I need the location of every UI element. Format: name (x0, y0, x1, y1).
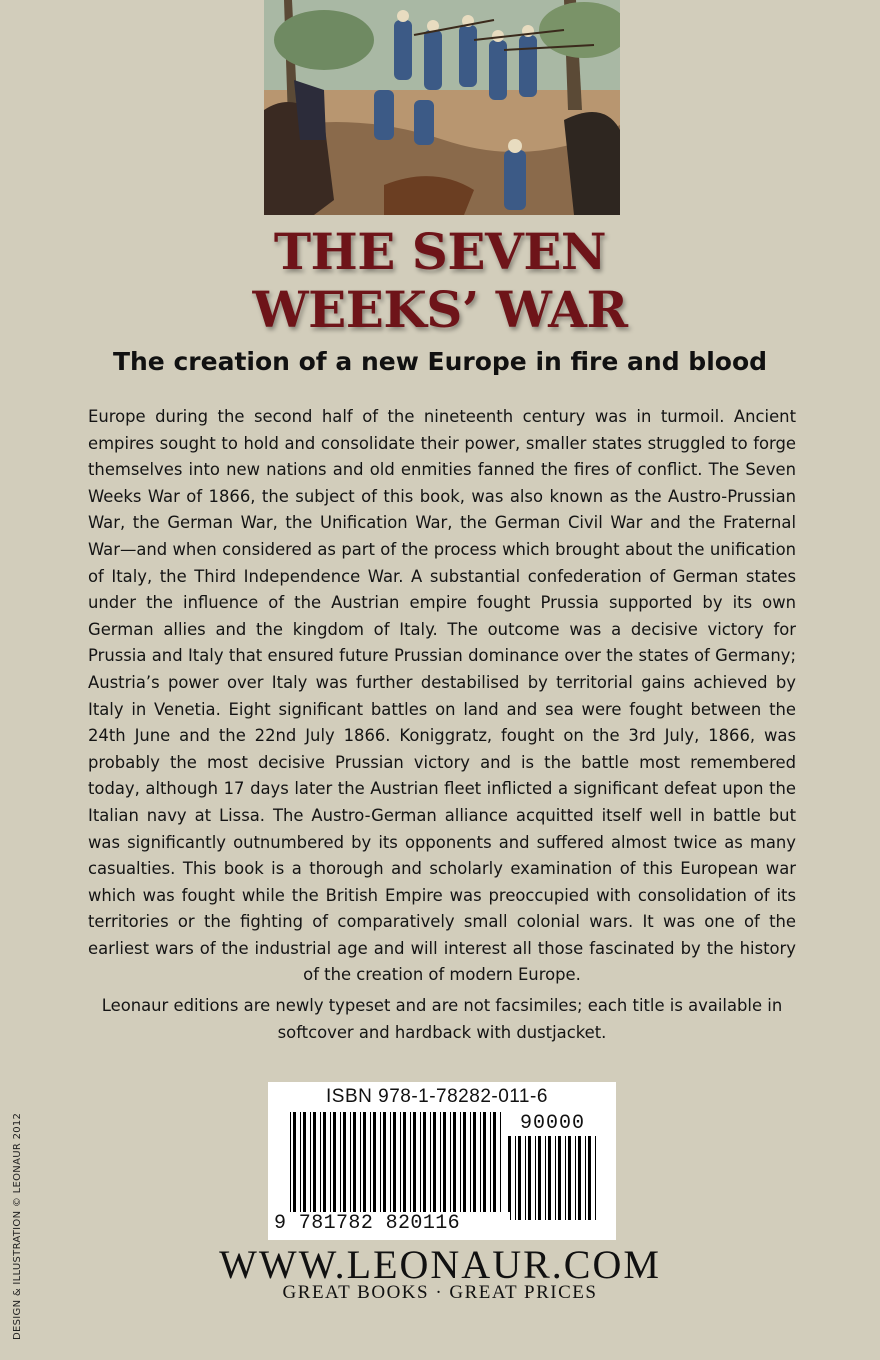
barcode-bar (380, 1112, 381, 1218)
barcode-bar (423, 1112, 426, 1218)
barcode-bar (565, 1136, 566, 1220)
edition-note: Leonaur editions are newly typeset and are not facsimiles; each title is available in softcover and hardback with dustjacket. (101, 996, 783, 1042)
barcode-bar (470, 1112, 471, 1218)
barcode-bar (538, 1136, 541, 1220)
barcode-bar (578, 1136, 581, 1220)
barcode-bar (293, 1112, 296, 1218)
barcode-bar (480, 1112, 481, 1218)
barcode-bar (483, 1112, 486, 1218)
barcode-bar (390, 1112, 391, 1218)
barcode-bar (443, 1112, 446, 1218)
barcode-bar (518, 1136, 521, 1220)
barcode-bar (433, 1112, 436, 1218)
barcode-bar (545, 1136, 546, 1220)
barcode-bar (548, 1136, 551, 1220)
barcode-bar (430, 1112, 431, 1218)
barcode-bar (508, 1136, 511, 1220)
barcode-bar (300, 1112, 301, 1218)
isbn-label: ISBN 978-1-78282-011-6 (326, 1086, 548, 1107)
price-code: 90000 (520, 1112, 586, 1135)
barcode-bar (343, 1112, 346, 1218)
addon-barcode-bars (508, 1136, 600, 1220)
publisher-website[interactable]: WWW.LEONAUR.COM (219, 1242, 661, 1287)
ean-barcode-bars (290, 1112, 504, 1218)
book-subtitle: The creation of a new Europe in fire and blood (112, 347, 768, 376)
barcode-bar (440, 1112, 441, 1218)
barcode-bar (360, 1112, 361, 1218)
barcode-bar (320, 1112, 321, 1218)
barcode-bar (303, 1112, 306, 1218)
barcode-bar (370, 1112, 371, 1218)
barcode-bar (310, 1112, 311, 1218)
battle-scene-illustration (264, 0, 620, 215)
barcode-bar (353, 1112, 356, 1218)
barcode-bar (535, 1136, 536, 1220)
barcode-bar (463, 1112, 466, 1218)
barcode-bar (330, 1112, 331, 1218)
barcode-bar (340, 1112, 341, 1218)
barcode-bar (453, 1112, 456, 1218)
book-title-line-1: THE SEVEN (273, 222, 607, 281)
isbn-barcode (268, 1082, 616, 1240)
barcode-bar (393, 1112, 396, 1218)
design-credit: DESIGN & ILLUSTRATION © LEONAUR 2012 (12, 1112, 23, 1340)
barcode-bar (383, 1112, 386, 1218)
barcode-bar (450, 1112, 451, 1218)
barcode-bar (323, 1112, 326, 1218)
barcode-bar (500, 1112, 501, 1218)
publisher-tagline: GREAT BOOKS · GREAT PRICES (282, 1282, 598, 1303)
book-title-line-2: WEEKS’ WAR (252, 280, 628, 339)
barcode-bar (525, 1136, 526, 1220)
barcode-bar (490, 1112, 491, 1218)
barcode-bar (350, 1112, 351, 1218)
barcode-bar (493, 1112, 496, 1218)
barcode-bar (515, 1136, 516, 1220)
ean-digits: 9 781782 820116 (274, 1212, 510, 1235)
barcode-bar (575, 1136, 576, 1220)
barcode-bar (588, 1136, 591, 1220)
book-blurb: Europe during the second half of the nineteenth century was in turmoil. Ancient empires sought to hold and consolidate their power, smaller states struggled to forge themselves into new nations and old enmities fanned the fires of conflict. The Seven Weeks War of 1866, the subject of this book, was also known as the Austro-Prussian War, the German War, the Unification War, the German Civil War and the Fraternal War—and when considered as part of the process which brought about the unification of Italy, the Third Independence War. A substantial confederation of German states under the influence of the Austrian empire fought Prussia supported by its own German allies and the kingdom of Italy. The outcome was a decisive victory for Prussia and Italy that ensured future Prussian dominance over the states of Germany; Austria’s power over Italy was further destabilised by territorial gains achieved by Italy in Venetia. Eight significant battles on land and sea were fought between the 24th June and the 22nd July 1866. Koniggratz, fought on the 3rd July, 1866, was probably the most decisive Prussian victory and is the battle most remembered today, although 17 days later the Austrian fleet inflicted a significant defeat upon the Italian navy at Lissa. The Austro-German alliance acquitted itself well in battle but was significantly outnumbered by its opponents and suffered almost twice as many casualties. This book is a thorough and scholarly examination of this European war which was fought while the British Empire was preoccupied with consolidation of its territories or the fighting of comparatively small colonial wars. It was one of the earliest wars of the industrial age and will interest all those fascinated by the history of the creation of modern Europe. (88, 407, 796, 985)
barcode-bar (363, 1112, 366, 1218)
barcode-bar (528, 1136, 531, 1220)
barcode-bar (400, 1112, 401, 1218)
barcode-bar (420, 1112, 421, 1218)
barcode-bar (595, 1136, 596, 1220)
barcode-bar (333, 1112, 336, 1218)
barcode-bar (313, 1112, 316, 1218)
barcode-bar (290, 1112, 291, 1218)
barcode-bar (460, 1112, 461, 1218)
barcode-bar (403, 1112, 406, 1218)
barcode-bar (558, 1136, 561, 1220)
barcode-bar (373, 1112, 376, 1218)
barcode-bar (413, 1112, 416, 1218)
barcode-bar (585, 1136, 586, 1220)
barcode-bar (568, 1136, 571, 1220)
barcode-bar (555, 1136, 556, 1220)
barcode-bar (410, 1112, 411, 1218)
barcode-bar (473, 1112, 476, 1218)
battle-scene-icon (264, 0, 620, 215)
